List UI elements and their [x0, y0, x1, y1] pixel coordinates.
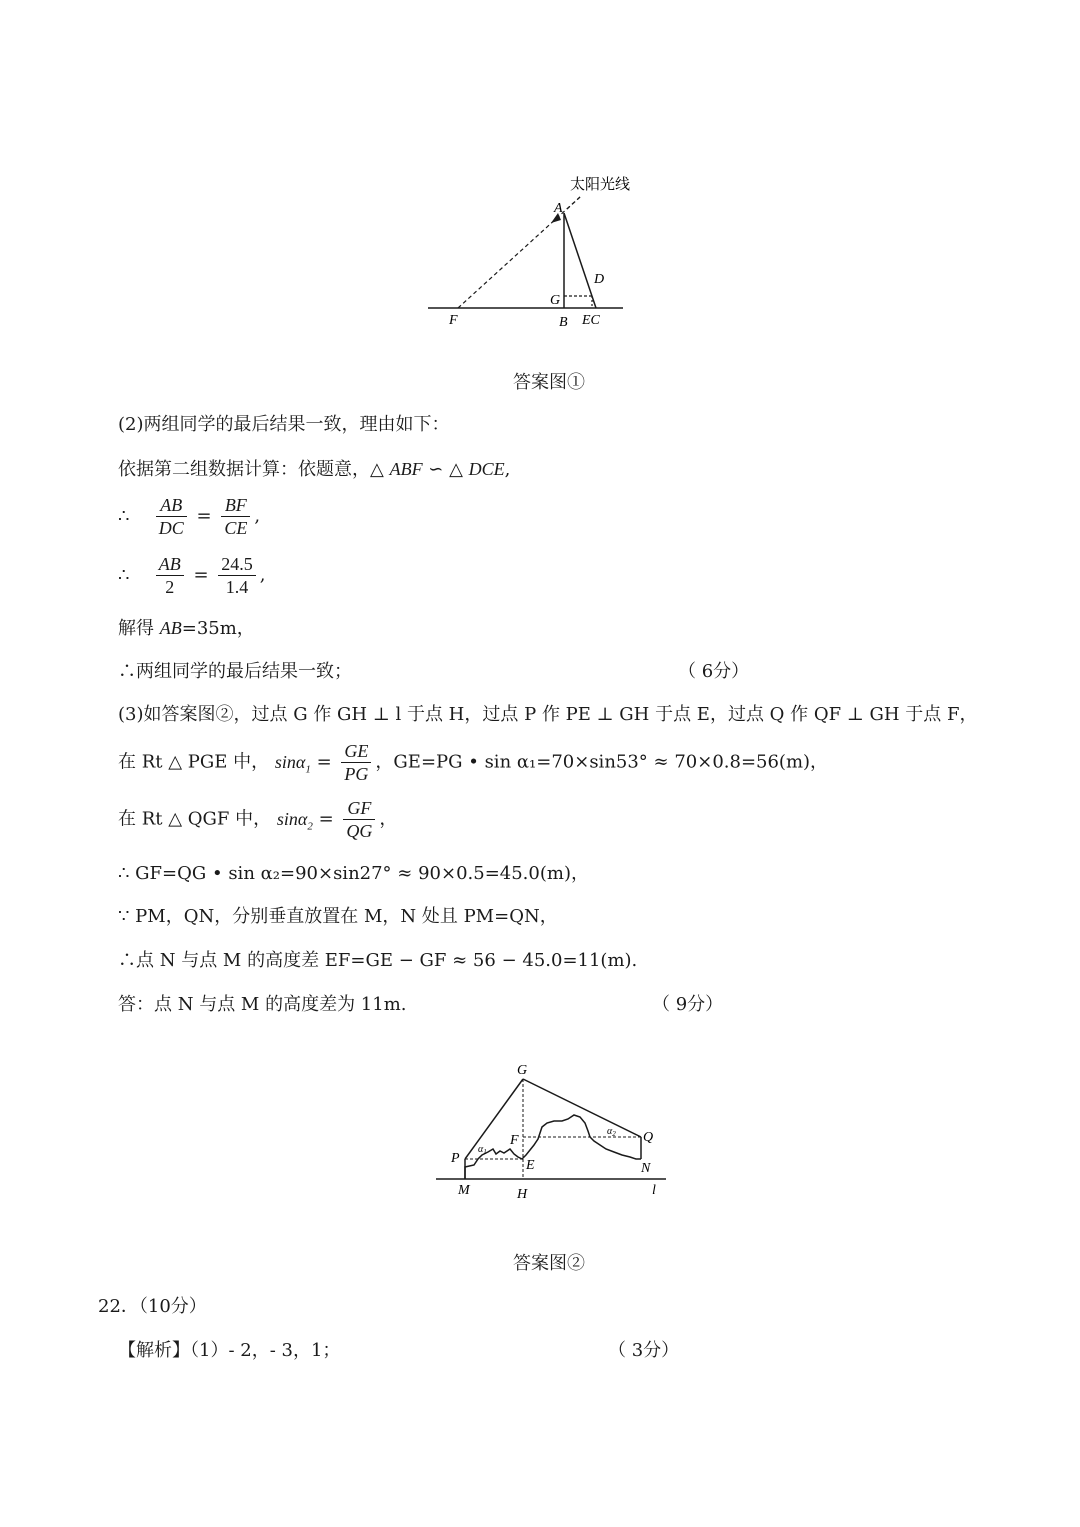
part3-line-3: 在 Rt △ QGF 中， sinα$_2$ = $\frac{GF}{QG}$ ，	[118, 798, 398, 841]
sin-alpha-1: sinα$_1$	[274, 751, 311, 776]
segment-GQ	[523, 1079, 641, 1137]
label-G: G	[550, 293, 561, 308]
fraction-GE-PG: $\frac{GE}{PG}$	[341, 740, 371, 785]
label-F: F	[510, 1133, 519, 1148]
label-D: D	[594, 272, 605, 287]
basis-triangle-1: ABF	[389, 459, 423, 479]
part3-line-5: ∵ PM，QN，分别垂直放置在 M，N 处且 PM=QN，	[118, 906, 558, 927]
part2-ratio-2	[118, 553, 266, 598]
segment-AC	[564, 213, 596, 308]
q22-heading: 22．（10分）	[98, 1296, 207, 1317]
part3-line-6: ∴点 N 与点 M 的高度差 EF=GE − GF ≈ 56 − 45.0=11(m).	[118, 950, 638, 971]
label-H: H	[517, 1187, 528, 1202]
part2-ratio-1	[118, 494, 260, 539]
therefore-symbol: ∴	[118, 564, 130, 586]
part2-score: （ 6分）	[678, 661, 750, 682]
label-N: N	[641, 1161, 651, 1176]
fraction-AB-2: $\frac{AB}{2}$	[156, 553, 184, 598]
label-E: E	[526, 1158, 535, 1173]
comma: ,	[254, 505, 261, 527]
q22-score: （ 3分）	[608, 1340, 680, 1361]
figure-2-caption: 答案图②	[513, 1253, 585, 1274]
sin-alpha-2: sinα$_2$	[276, 808, 313, 833]
fraction-24.5-1.4: $\frac{24.5}{1.4}$	[218, 553, 256, 598]
figure-1-diagram	[420, 165, 640, 335]
part3-line-4: ∴ GF=QG • sin α₂=90×sin27° ≈ 90×0.5=45.0(m)，	[118, 863, 589, 884]
therefore-symbol: ∴	[118, 505, 130, 527]
part2-solve: 解得 AB=35m，	[118, 618, 255, 639]
equals: =	[196, 505, 212, 527]
comma: ,	[259, 564, 266, 586]
basis-triangle-2: DCE	[468, 459, 505, 479]
basis-prefix: 依据第二组数据计算：依题意，△	[118, 459, 390, 480]
part3-line-2: 在 Rt △ PGE 中， sinα$_1$ = $\frac{GE}{PG}$ ，GE=PG • sin α₁=70×sin53° ≈ 70×0.8=56(m)，	[118, 741, 829, 784]
label-G: G	[517, 1063, 528, 1078]
q22-analysis: 【解析】（1）- 2，- 3，1；	[118, 1340, 341, 1361]
fraction-GF-QG: $\frac{GF}{QG}$	[343, 797, 375, 842]
label-l: l	[652, 1183, 656, 1198]
label-alpha-2: $\alpha_2$	[607, 1126, 616, 1138]
part2-conclusion: ∴两组同学的最后结果一致；	[118, 661, 352, 682]
figure-2-diagram	[430, 1055, 675, 1205]
part3-score: （ 9分）	[652, 994, 724, 1015]
equals: =	[193, 564, 209, 586]
label-Q: Q	[643, 1130, 654, 1145]
label-A: A	[554, 201, 563, 216]
basis-similar: ∽ △	[422, 459, 469, 480]
label-sun: 太阳光线	[570, 177, 631, 193]
fraction-BF-CE: $\frac{BF}{CE}$	[221, 494, 250, 539]
label-M: M	[458, 1183, 470, 1198]
basis-end: ,	[504, 459, 511, 480]
part3-answer: 答：点 N 与点 M 的高度差为 11m.	[118, 994, 407, 1015]
label-F: F	[449, 313, 458, 328]
label-P: P	[451, 1151, 460, 1166]
part2-basis	[118, 457, 510, 482]
part3-line-1: (3)如答案图②，过点 G 作 GH ⊥ l 于点 H，过点 P 作 PE ⊥ GH 于点 E，过点 Q 作 QF ⊥ GH 于点 F，	[118, 704, 978, 725]
fraction-AB-DC: $\frac{AB}{DC}$	[156, 494, 187, 539]
label-EC: EC	[582, 313, 600, 328]
sun-ray-tail	[567, 197, 580, 209]
part2-intro: (2)两组同学的最后结果一致，理由如下：	[118, 414, 450, 435]
label-alpha-1: $\alpha_1$	[478, 1144, 487, 1156]
figure-1-caption: 答案图①	[513, 372, 585, 393]
label-B: B	[559, 315, 568, 330]
